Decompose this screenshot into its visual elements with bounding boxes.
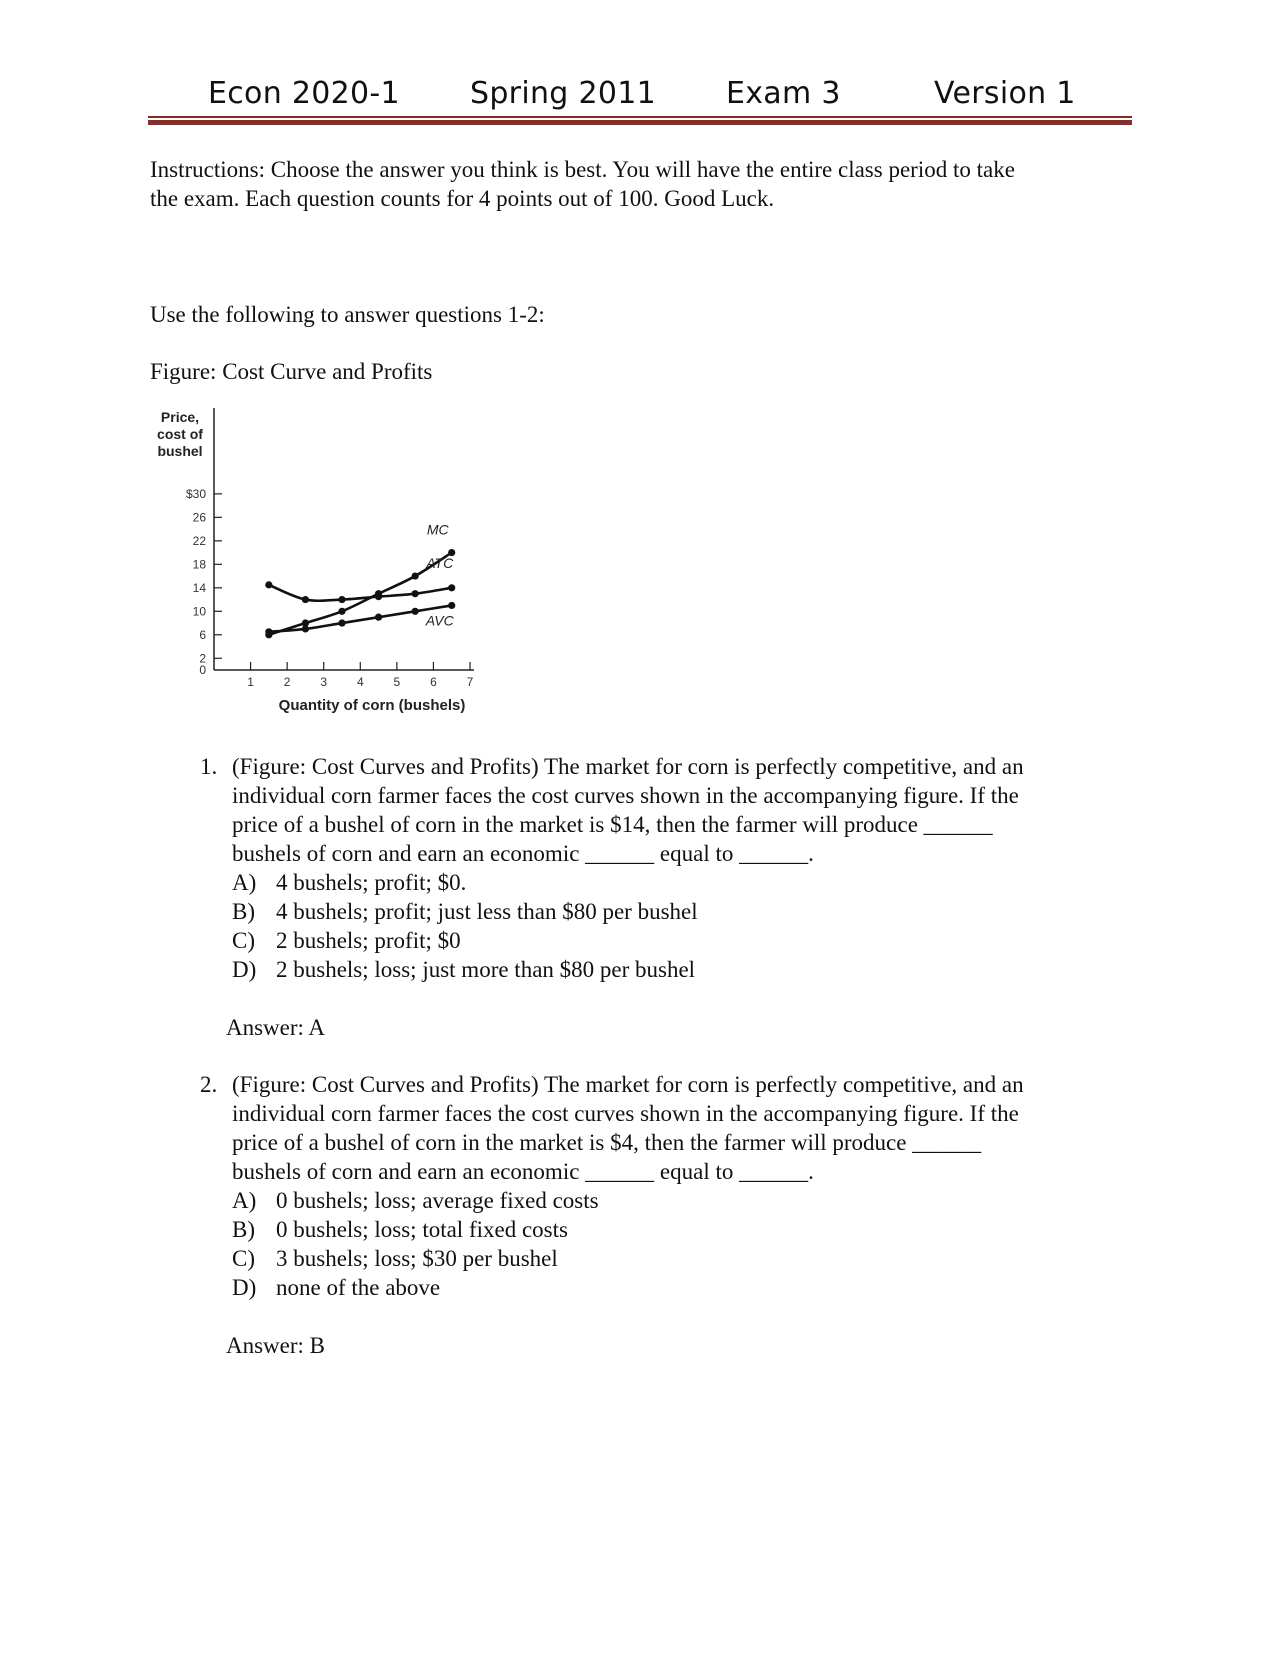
series-mc-label: MC <box>426 521 449 538</box>
question-1-option-a[interactable] <box>232 868 1112 897</box>
series-avc-point <box>302 625 309 632</box>
y-tick-label: 26 <box>192 510 206 525</box>
option-letter: B) <box>232 899 255 924</box>
series-atc-point <box>302 596 309 603</box>
use-following-note: Use the following to answer questions 1-2: <box>150 302 545 327</box>
option-letter: A) <box>232 1188 257 1213</box>
series-atc-point <box>338 596 345 603</box>
question-2-option-d[interactable] <box>232 1273 1112 1302</box>
option-text: 0 bushels; loss; average fixed costs <box>276 1188 599 1213</box>
y-axis-label: cost of <box>157 426 203 442</box>
question-2 <box>200 1070 1120 1320</box>
series-avc-label: AVC <box>425 612 454 629</box>
exam-header <box>148 72 1132 118</box>
x-tick-label: 2 <box>283 675 291 689</box>
header-rule-thick <box>148 120 1132 125</box>
question-2-option-c[interactable] <box>232 1244 1112 1273</box>
exam-name: Exam 3 <box>726 76 841 111</box>
question-1-options <box>232 868 1112 984</box>
figure-caption: Figure: Cost Curve and Profits <box>150 359 433 384</box>
y-tick-label: 14 <box>192 580 206 595</box>
cost-curves-svg <box>148 408 508 714</box>
x-tick-label: 1 <box>247 675 254 689</box>
question-2-line: (Figure: Cost Curves and Profits) The market for corn is perfectly competitive, and an <box>232 1072 1024 1097</box>
question-2-number: 2. <box>200 1072 218 1097</box>
course-name: Econ 2020-1 <box>208 76 400 111</box>
y-tick-label: 0 <box>199 663 206 677</box>
option-text: 4 bushels; profit; $0. <box>276 870 467 895</box>
exam-version: Version 1 <box>934 76 1076 111</box>
x-axis-label: Quantity of corn (bushels) <box>278 697 466 714</box>
question-1-line: price of a bushel of corn in the market is $14, then the farmer will produce ______ <box>232 812 993 837</box>
y-tick-label: 6 <box>199 627 206 642</box>
y-tick-label: 10 <box>192 604 206 619</box>
series-atc-point <box>375 593 382 600</box>
question-2-option-b[interactable] <box>232 1215 1112 1244</box>
question-2-body <box>232 1070 1112 1302</box>
option-text: 3 bushels; loss; $30 per bushel <box>276 1246 558 1271</box>
option-letter: C) <box>232 928 255 953</box>
y-axis-label: Price, <box>160 409 200 425</box>
option-letter: A) <box>232 870 257 895</box>
y-axis-label: bushel <box>157 443 203 459</box>
instructions-line-1: Instructions: Choose the answer you think is best. You will have the entire class period to take <box>150 157 1015 182</box>
series-avc-point <box>448 602 455 609</box>
x-tick-label: 4 <box>356 675 364 689</box>
instructions-line-2: the exam. Each question counts for 4 points out of 100. Good Luck. <box>150 186 775 211</box>
cost-curves-chart <box>148 408 508 714</box>
question-1-option-c[interactable] <box>232 926 1112 955</box>
series-atc-point <box>412 590 419 597</box>
question-1-line: bushels of corn and earn an economic ______ equal to ______. <box>232 841 814 866</box>
series-avc-point <box>265 628 272 635</box>
option-text: 2 bushels; loss; just more than $80 per bushel <box>276 957 696 982</box>
series-avc-point <box>338 619 345 626</box>
series-mc-point <box>412 572 419 579</box>
y-tick-label: $30 <box>185 486 206 501</box>
series-atc-point <box>265 581 272 588</box>
series-atc-point <box>448 584 455 591</box>
header-rule-thin <box>148 116 1132 118</box>
x-tick-label: 7 <box>466 675 474 689</box>
series-mc-point <box>338 608 345 615</box>
question-1-option-d[interactable] <box>232 955 1112 984</box>
question-1-answer: Answer: A <box>226 1015 326 1040</box>
option-text: none of the above <box>276 1275 441 1300</box>
y-tick-label: 18 <box>192 557 206 572</box>
option-letter: D) <box>232 1275 257 1300</box>
question-2-option-a[interactable] <box>232 1186 1112 1215</box>
x-tick-label: 3 <box>320 675 328 689</box>
question-2-options <box>232 1186 1112 1302</box>
y-tick-label: 2 <box>199 651 206 666</box>
question-1-option-b[interactable] <box>232 897 1112 926</box>
question-1-line: individual corn farmer faces the cost curves shown in the accompanying figure. If the <box>232 783 1019 808</box>
option-letter: C) <box>232 1246 255 1271</box>
question-1-line: (Figure: Cost Curves and Profits) The market for corn is perfectly competitive, and an <box>232 754 1024 779</box>
question-2-line: bushels of corn and earn an economic ______ equal to ______. <box>232 1159 814 1184</box>
option-letter: D) <box>232 957 257 982</box>
option-letter: B) <box>232 1217 255 1242</box>
question-2-line: price of a bushel of corn in the market is $4, then the farmer will produce ______ <box>232 1130 982 1155</box>
series-atc-line <box>269 585 452 601</box>
instructions <box>150 155 1140 213</box>
series-avc-line <box>269 605 452 631</box>
option-text: 4 bushels; profit; just less than $80 per bushel <box>276 899 698 924</box>
question-2-line: individual corn farmer faces the cost curves shown in the accompanying figure. If the <box>232 1101 1019 1126</box>
series-avc-point <box>412 608 419 615</box>
term: Spring 2011 <box>470 76 656 111</box>
y-tick-label: 22 <box>192 533 206 548</box>
question-2-answer: Answer: B <box>226 1333 326 1358</box>
question-1 <box>200 752 1120 1002</box>
series-atc-label: ATC <box>426 554 454 571</box>
option-text: 0 bushels; loss; total fixed costs <box>276 1217 568 1242</box>
x-tick-label: 6 <box>430 675 437 689</box>
x-tick-label: 5 <box>393 675 401 689</box>
question-1-number: 1. <box>200 754 218 779</box>
question-1-body <box>232 752 1112 984</box>
option-text: 2 bushels; profit; $0 <box>276 928 461 953</box>
series-avc-point <box>375 614 382 621</box>
